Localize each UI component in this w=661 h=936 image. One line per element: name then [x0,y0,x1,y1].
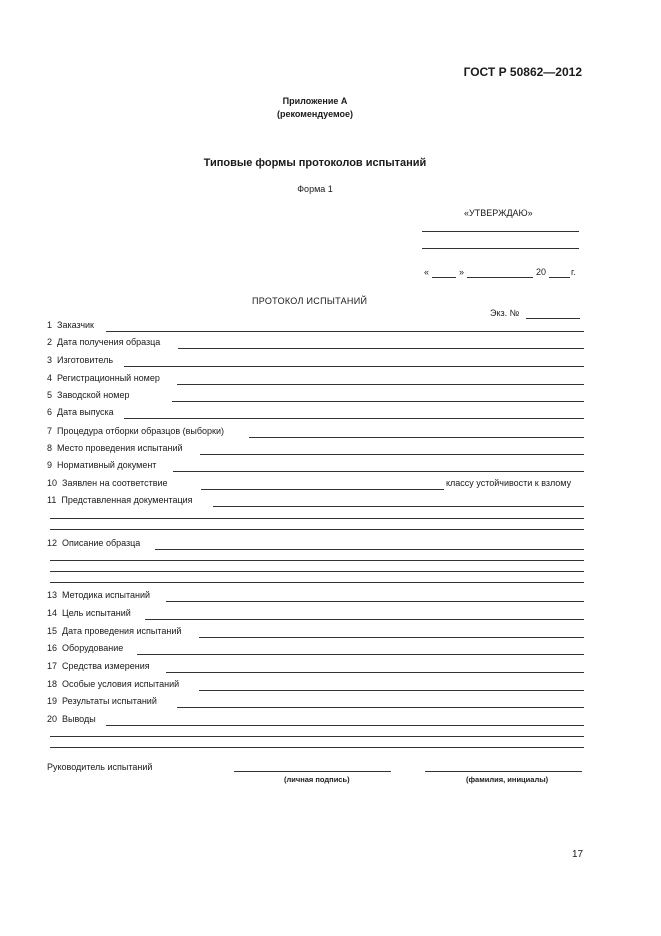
standard-code: ГОСТ Р 50862—2012 [463,65,582,79]
field-number: 14 [47,608,58,618]
field-number: 8 [47,443,53,453]
field-line [249,437,584,438]
field-label: Описание образца [62,538,141,548]
field-test-method [47,590,150,600]
field-label: Особые условия испытаний [62,679,180,689]
field-sampling-procedure [47,426,224,436]
field-line [177,707,584,708]
continuation-line [50,560,584,561]
field-label: Дата выпуска [57,407,114,417]
field-registration-number [47,373,160,383]
field-label: Представленная документация [61,495,193,505]
field-number: 19 [47,696,58,706]
field-measuring-instruments [47,661,150,671]
field-line [106,725,584,726]
approval-year-suffix: г. [571,267,576,277]
copy-number-line [526,318,580,319]
field-label: Место проведения испытаний [57,443,183,453]
field-number: 17 [47,661,58,671]
continuation-line [50,747,584,748]
field-number: 9 [47,460,53,470]
approval-line-1 [422,231,579,232]
field-test-location [47,443,183,453]
field-number: 6 [47,407,53,417]
field-customer [47,320,94,330]
field-number: 11 [47,495,57,505]
field-test-results [47,696,157,706]
field-normative-document [47,460,156,470]
field-label: Процедура отборки образцов (выборки) [57,426,225,436]
field-label: Дата получения образца [57,337,161,347]
field-number: 18 [47,679,58,689]
signature-caption: (личная подпись) [284,775,350,784]
approval-open-quote: « [424,267,430,277]
field-line [137,654,584,655]
field-manufacturer [47,355,113,365]
name-caption: (фамилия, инициалы) [466,775,549,784]
approval-close-quote: » [459,267,465,277]
field-line [178,348,584,349]
field-number: 20 [47,714,58,724]
continuation-line [50,582,584,583]
field-label: Заявлен на соответствие [62,478,168,488]
field-number: 5 [47,390,53,400]
field-line [177,384,584,385]
field-label: Методика испытаний [62,590,151,600]
field-number: 1 [47,320,53,330]
approval-year-prefix: 20 [536,267,547,277]
protocol-title: ПРОТОКОЛ ИСПЫТАНИЙ [252,296,368,306]
field-line [200,454,584,455]
field-line [145,619,584,620]
field-label: Изготовитель [57,355,114,365]
field-number: 12 [47,538,58,548]
field-label: Регистрационный номер [57,373,160,383]
field-line [124,366,584,367]
field-number: 15 [47,626,58,636]
field-serial-number [47,390,129,400]
approval-month-line [467,277,533,278]
copy-number-label: Экз. № [490,308,520,318]
appendix-note: (рекомендуемое) [277,109,353,119]
field-sample-receipt-date [47,337,160,347]
field-number: 4 [47,373,53,383]
field-release-date [47,407,114,417]
field-label: Дата проведения испытаний [62,626,182,636]
field-line [201,489,444,490]
approval-label: «УТВЕРЖДАЮ» [464,208,533,218]
field-line [199,690,584,691]
section-title: Типовые формы протоколов испытаний [203,157,427,169]
field-conclusions [47,714,96,724]
field-test-date [47,626,181,636]
page-number: 17 [572,849,584,860]
field-line [155,549,584,550]
field-label: Заводской номер [57,390,130,400]
field-suffix: классу устойчивости к взлому [446,478,572,488]
continuation-line [50,736,584,737]
field-line [166,601,584,602]
field-line [172,401,584,402]
form-label: Форма 1 [297,184,333,194]
field-number: 13 [47,590,58,600]
continuation-line [50,518,584,519]
field-label: Цель испытаний [62,608,131,618]
field-number: 3 [47,355,53,365]
field-submitted-documentation [47,495,193,505]
field-label: Средства измерения [62,661,150,671]
field-line [173,471,584,472]
field-line [124,418,584,419]
approval-year-line [549,277,570,278]
field-label: Оборудование [62,643,124,653]
field-number: 7 [47,426,53,436]
field-number: 2 [47,337,53,347]
signature-line [234,771,391,772]
field-number: 16 [47,643,58,653]
field-label: Заказчик [57,320,94,330]
signature-label: Руководитель испытаний [47,762,153,772]
field-equipment [47,643,123,653]
field-line [106,331,584,332]
field-sample-description [47,538,140,548]
field-label: Результаты испытаний [62,696,157,706]
field-test-purpose [47,608,131,618]
approval-day-line [432,277,456,278]
field-line [166,672,584,673]
field-number: 10 [47,478,58,488]
field-declared-compliance [47,478,168,488]
approval-line-2 [422,248,579,249]
field-special-conditions [47,679,179,689]
appendix-title: Приложение А [282,96,348,106]
field-label: Нормативный документ [57,460,157,470]
field-label: Выводы [62,714,96,724]
field-line [199,637,584,638]
field-line [213,506,584,507]
continuation-line [50,571,584,572]
continuation-line [50,529,584,530]
name-line [425,771,582,772]
